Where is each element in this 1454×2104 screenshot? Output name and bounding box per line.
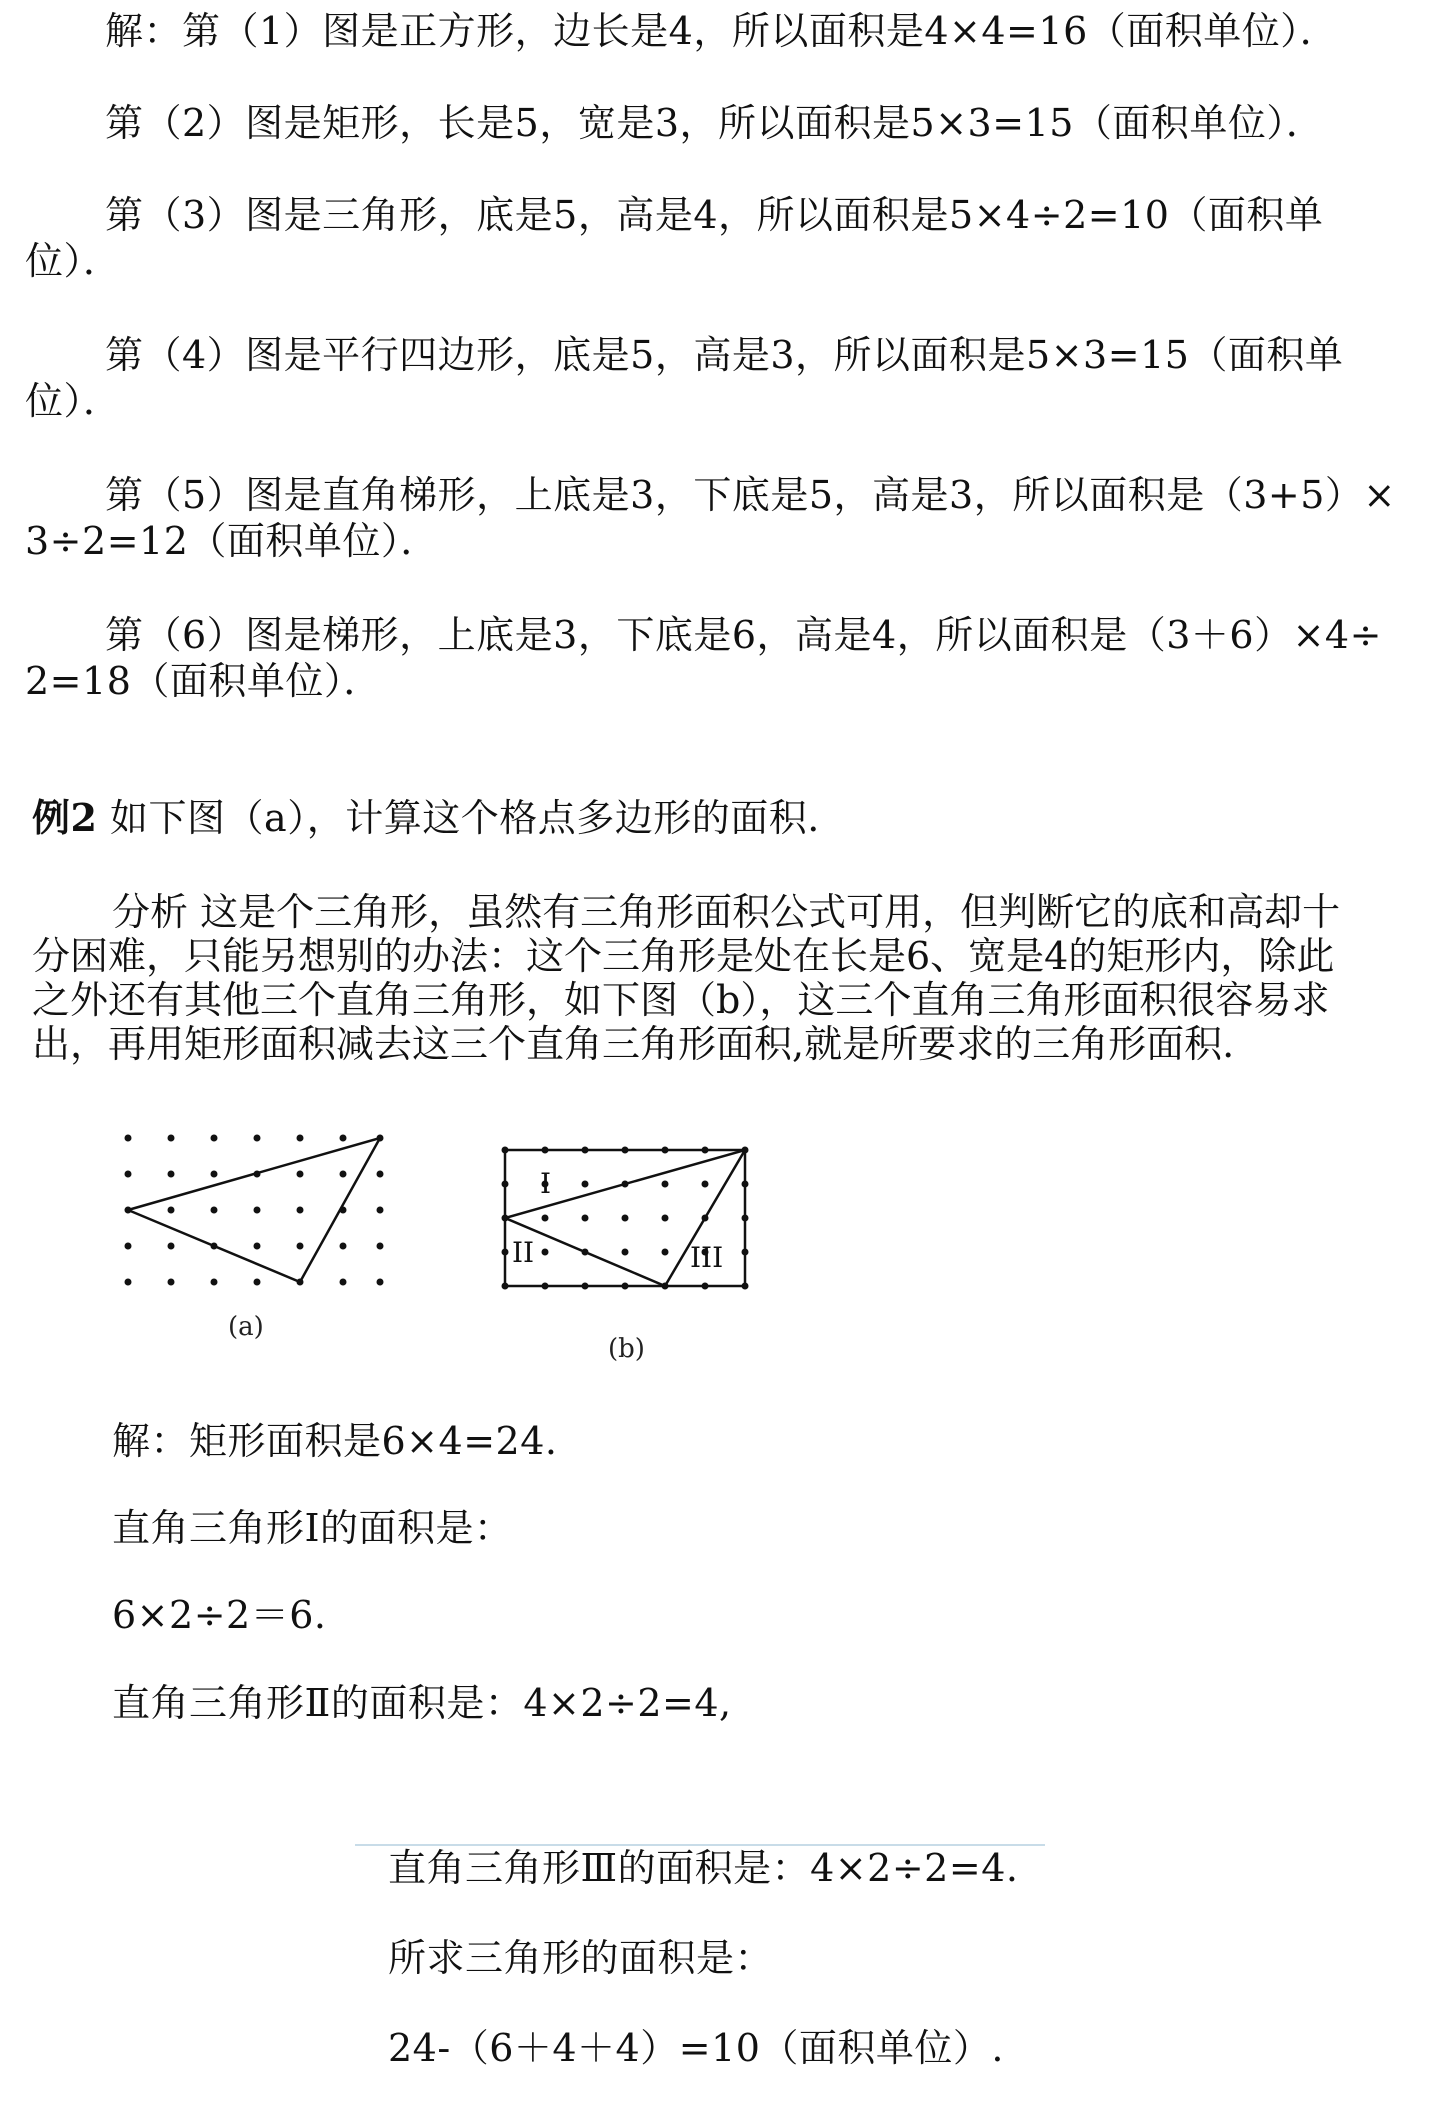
example-2-question: 如下图（a），计算这个格点多边形的面积.	[110, 796, 820, 840]
solution-line-3b: 位）．	[25, 239, 122, 283]
figure-b-label-3: III	[690, 1241, 724, 1274]
example-2-heading	[32, 795, 820, 841]
solution-line-6a: 第（6）图是梯形，上底是3，下底是6，高是4，所以面积是（3＋6）×4÷	[105, 613, 1382, 657]
solution-line-2: 第（2）图是矩形，长是5，宽是3，所以面积是5×3=15（面积单位）．	[105, 101, 1325, 145]
solution-line-6b: 2=18（面积单位）．	[25, 659, 382, 703]
example-2-label: 例2	[32, 795, 98, 840]
solution2-line-3: 6×2÷2＝6.	[112, 1593, 327, 1637]
solution2-line-2: 直角三角形Ⅰ的面积是：	[112, 1506, 513, 1550]
solution-line-5b: 3÷2=12（面积单位）．	[25, 519, 439, 563]
solution-line-4a: 第（4）图是平行四边形，底是5，高是3，所以面积是5×3=15（面积单	[105, 333, 1344, 377]
analysis-line-3: 之外还有其他三个直角三角形，如下图（b），这三个直角三角形面积很容易求	[32, 978, 1330, 1022]
figure-b	[490, 1135, 770, 1365]
figure-a-caption: (a)	[228, 1312, 264, 1342]
analysis-line-2: 分困难，只能另想别的办法：这个三角形是处在长是6、宽是4的矩形内，除此	[32, 934, 1335, 978]
figure-b-label-1: I	[540, 1167, 552, 1200]
solution2-line-4: 直角三角形Ⅱ的面积是：4×2÷2=4,	[112, 1681, 732, 1725]
solution2-line-6: 所求三角形的面积是：	[388, 1936, 774, 1980]
solution-line-5a: 第（5）图是直角梯形，上底是3，下底是5，高是3，所以面积是（3+5）×	[105, 473, 1396, 517]
analysis-line-4: 出，再用矩形面积减去这三个直角三角形面积,就是所要求的三角形面积.	[32, 1022, 1235, 1066]
figure-b-label-2: II	[512, 1236, 535, 1269]
solution-line-3a: 第（3）图是三角形，底是5，高是4，所以面积是5×4÷2=10（面积单	[105, 193, 1324, 237]
figure-a	[110, 1120, 400, 1350]
solution-line-4b: 位）．	[25, 379, 122, 423]
solution2-line-5: 直角三角形Ⅲ的面积是：4×2÷2=4.	[388, 1846, 1019, 1890]
analysis-line-1: 分析 这是个三角形，虽然有三角形面积公式可用，但判断它的底和高却十	[112, 890, 1341, 934]
solution-line-1: 解：第（1）图是正方形，边长是4，所以面积是4×4=16（面积单位）．	[105, 9, 1339, 53]
solution2-line-1: 解：矩形面积是6×4=24.	[112, 1419, 558, 1463]
solution2-line-7: 24-（6＋4＋4）=10（面积单位）.	[388, 2026, 1004, 2070]
figure-b-caption: (b)	[608, 1334, 645, 1364]
